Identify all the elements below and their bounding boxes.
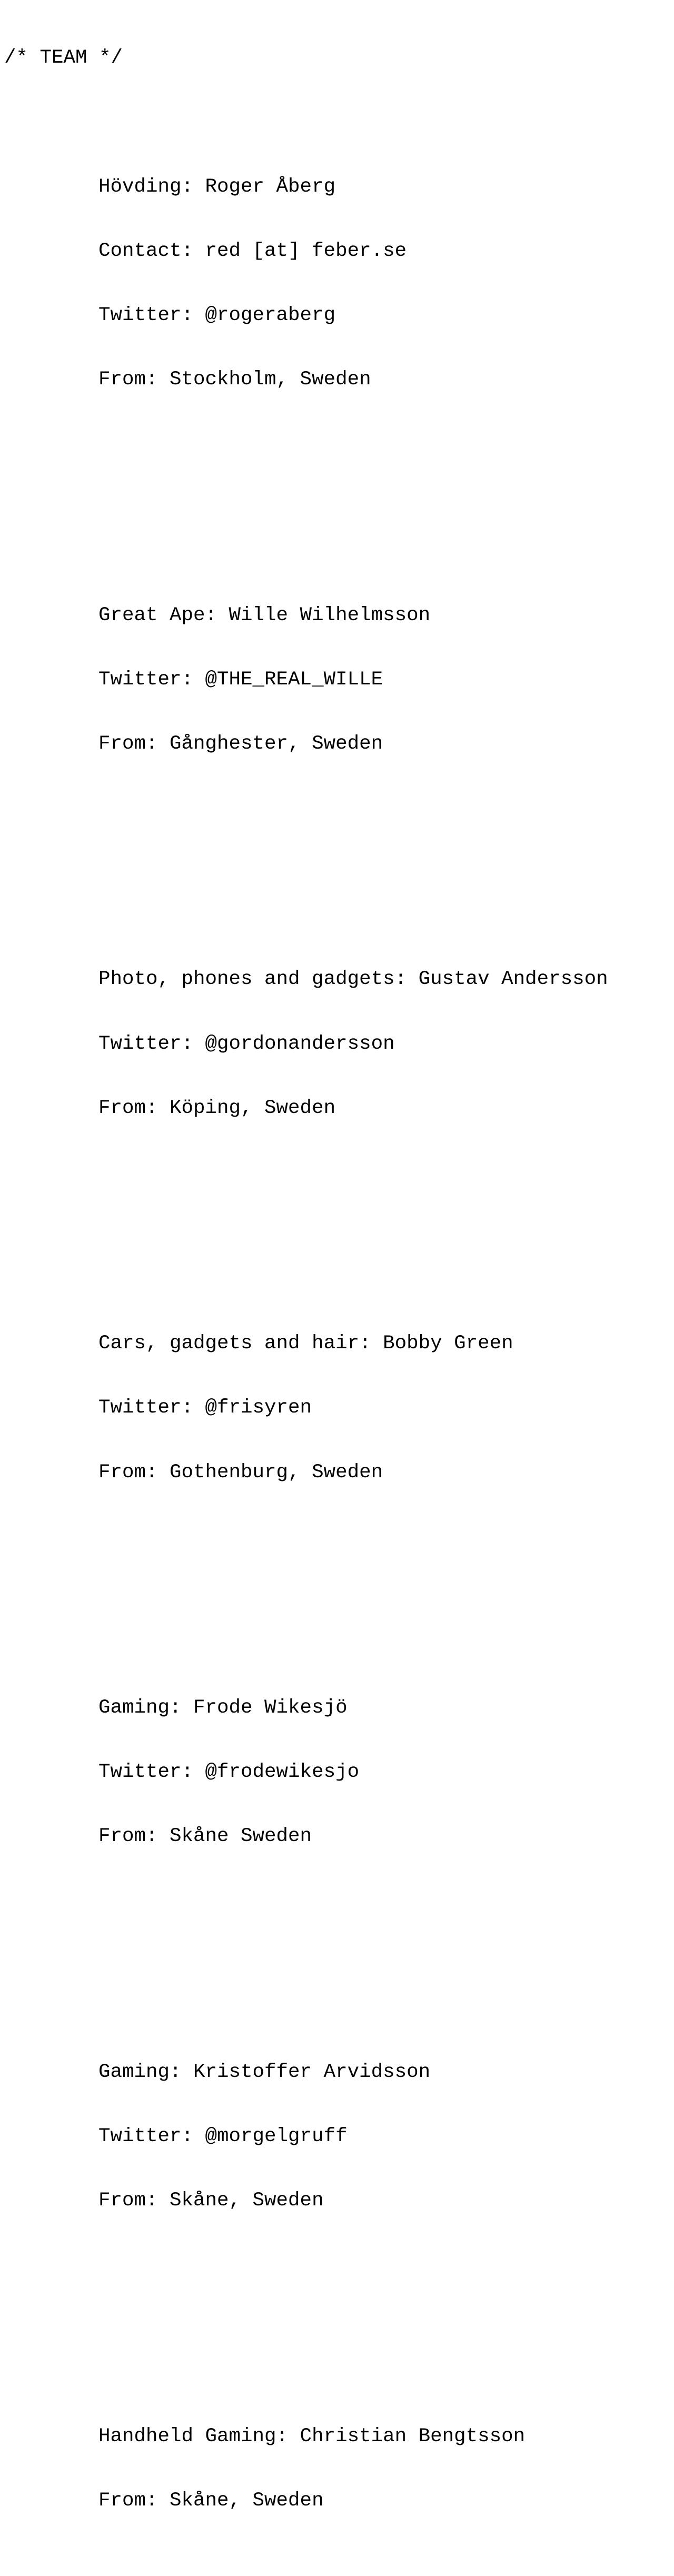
member-contact: Contact: red [at] feber.se: [98, 240, 407, 262]
member-twitter: Twitter: @frisyren: [98, 1397, 312, 1419]
team-header: /* TEAM */: [4, 47, 123, 69]
blank-line: [4, 1205, 608, 1226]
member-role-name: Cars, gadgets and hair: Bobby Green: [98, 1332, 513, 1355]
blank-line: [4, 840, 608, 862]
member-block-7: [4, 2383, 608, 2555]
member-twitter: Twitter: @THE_REAL_WILLE: [98, 668, 383, 691]
member-role-name: Gaming: Frode Wikesjö: [98, 1697, 348, 1719]
member-block-1: [4, 133, 608, 433]
member-block-4: [4, 1290, 608, 1526]
member-from: From: Gånghester, Sweden: [98, 732, 383, 755]
member-block-5: [4, 1655, 608, 1891]
blank-line: [4, 1569, 608, 1590]
blank-line: [4, 476, 608, 498]
member-twitter: Twitter: @gordonandersson: [98, 1032, 395, 1055]
member-role-name: Great Ape: Wille Wilhelmsson: [98, 604, 431, 626]
member-role-name: Handheld Gaming: Christian Bengtsson: [98, 2425, 526, 2448]
member-block-6: [4, 2019, 608, 2255]
member-role-name: Gaming: Kristoffer Arvidsson: [98, 2061, 431, 2084]
blank-line: [4, 1933, 608, 1955]
member-role-name: Photo, phones and gadgets: Gustav Andersson: [98, 968, 608, 991]
member-from: From: Skåne, Sweden: [98, 2490, 324, 2512]
team-text-document: [4, 5, 608, 2576]
member-from: From: Skåne, Sweden: [98, 2190, 324, 2212]
member-twitter: Twitter: @frodewikesjo: [98, 1761, 360, 1784]
member-from: From: Gothenburg, Sweden: [98, 1461, 383, 1484]
member-role-name: Hövding: Roger Åberg: [98, 175, 336, 198]
member-from: From: Skåne Sweden: [98, 1825, 312, 1848]
member-block-3: [4, 926, 608, 1162]
member-from: From: Köping, Sweden: [98, 1097, 336, 1119]
blank-line: [4, 2297, 608, 2319]
member-twitter: Twitter: @morgelgruff: [98, 2125, 348, 2148]
member-twitter: Twitter: @rogeraberg: [98, 304, 336, 326]
member-from: From: Stockholm, Sweden: [98, 368, 371, 391]
member-block-2: [4, 562, 608, 798]
